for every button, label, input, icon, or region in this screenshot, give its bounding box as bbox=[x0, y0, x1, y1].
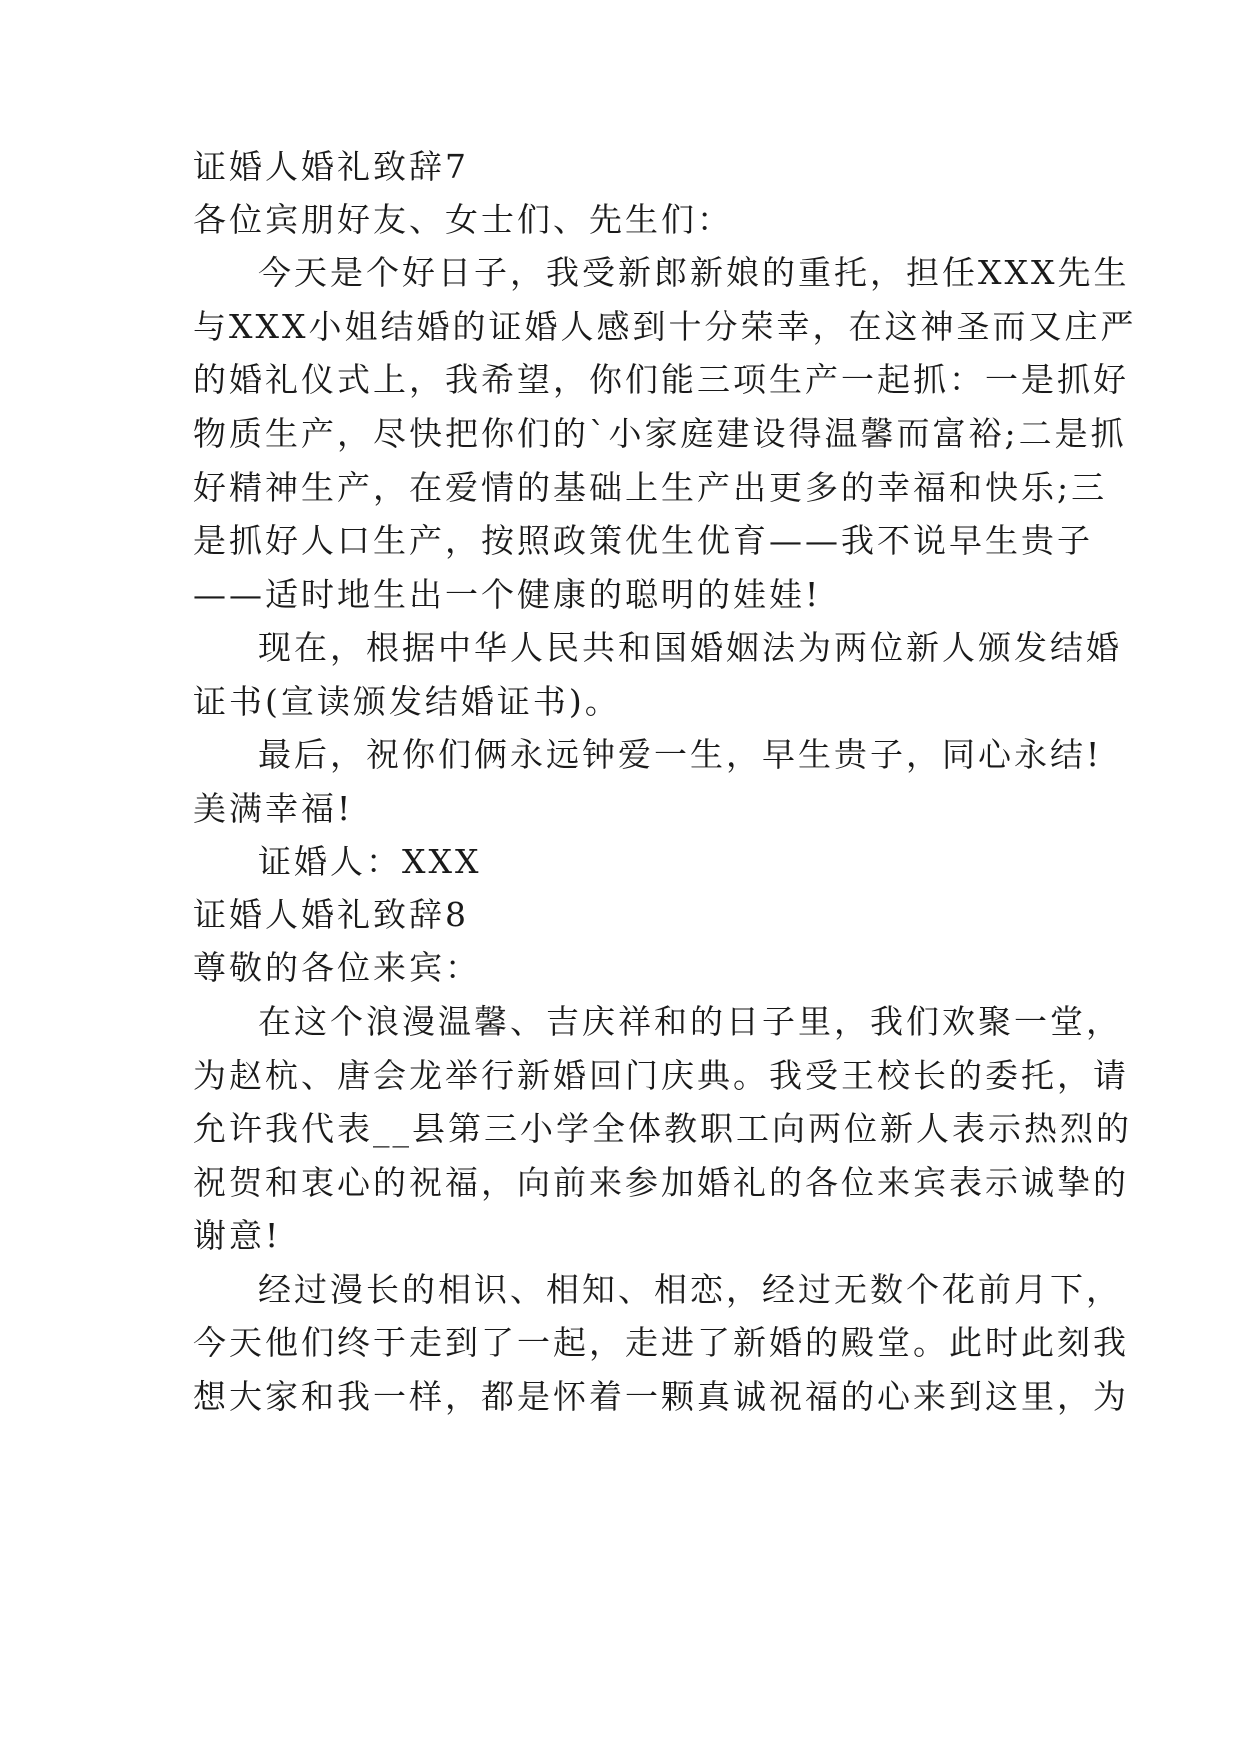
paragraph-line: ——适时地生出一个健康的聪明的娃娃! bbox=[193, 575, 822, 614]
paragraph-line: 在这个浪漫温馨、吉庆祥和的日子里，我们欢聚一堂， bbox=[258, 1002, 1122, 1041]
paragraph-line: 允许我代表__县第三小学全体教职工向两位新人表示热烈的 bbox=[193, 1109, 1132, 1148]
paragraph-line: 想大家和我一样，都是怀着一颗真诚祝福的心来到这里，为 bbox=[193, 1377, 1129, 1416]
paragraph-line: 好精神生产，在爱情的基础上生产出更多的幸福和快乐;三 bbox=[193, 468, 1108, 507]
salutation: 各位宾朋好友、女士们、先生们： bbox=[193, 200, 733, 239]
paragraph-line: 今天他们终于走到了一起，走进了新婚的殿堂。此时此刻我 bbox=[193, 1323, 1129, 1362]
paragraph-line: 是抓好人口生产，按照政策优生优育——我不说早生贵子 bbox=[193, 521, 1093, 560]
paragraph-line: 与XXX小姐结婚的证婚人感到十分荣幸，在这神圣而又庄严 bbox=[193, 307, 1137, 346]
paragraph-line: 的婚礼仪式上，我希望，你们能三项生产一起抓：一是抓好 bbox=[193, 360, 1129, 399]
paragraph-line: 物质生产，尽快把你们的`小家庭建设得温馨而富裕;二是抓 bbox=[193, 414, 1127, 453]
paragraph-line: 最后，祝你们俩永远钟爱一生，早生贵子，同心永结! bbox=[258, 735, 1103, 774]
salutation: 尊敬的各位来宾： bbox=[193, 948, 481, 987]
paragraph-line: 证书(宣读颁发结婚证书)。 bbox=[193, 682, 621, 721]
section-title-7: 证婚人婚礼致辞7 bbox=[193, 147, 469, 186]
paragraph-line: 为赵杭、唐会龙举行新婚回门庆典。我受王校长的委托，请 bbox=[193, 1056, 1129, 1095]
paragraph-line: 今天是个好日子，我受新郎新娘的重托，担任XXX先生 bbox=[258, 253, 1130, 292]
paragraph-line: 经过漫长的相识、相知、相恋，经过无数个花前月下， bbox=[258, 1270, 1122, 1309]
section-title-8: 证婚人婚礼致辞8 bbox=[193, 895, 469, 934]
signature-line: 证婚人：XXX bbox=[258, 842, 482, 881]
paragraph-line: 美满幸福! bbox=[193, 789, 354, 828]
paragraph-line: 祝贺和衷心的祝福，向前来参加婚礼的各位来宾表示诚挚的 bbox=[193, 1163, 1129, 1202]
paragraph-line: 谢意! bbox=[193, 1216, 282, 1255]
paragraph-line: 现在，根据中华人民共和国婚姻法为两位新人颁发结婚 bbox=[258, 628, 1122, 667]
